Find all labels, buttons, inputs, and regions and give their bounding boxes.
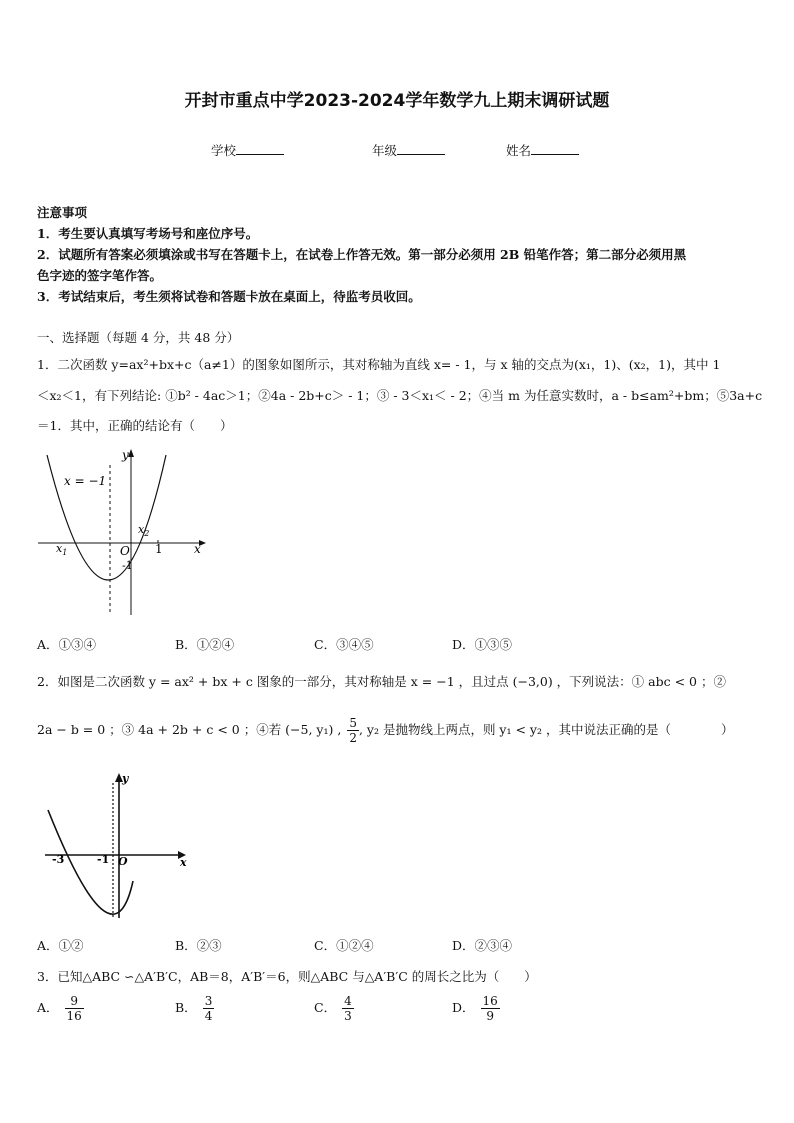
fraction-denominator: 16 [66,1009,82,1023]
q2-text-part: 2a − b = 0 ；③ 4a + 2b + c < 0 ；④若 (−5, y₁) , [37,722,342,737]
fraction-denominator: 3 [344,1009,352,1023]
y-axis-arrow [128,449,134,457]
notice-heading: 注意事项 [37,205,88,220]
q1-parabola-figure [34,445,214,620]
q3-text: 3．已知△ABC ∽△A′B′C，AB＝8，A′B′＝6，则△ABC 与△A′B′C 的周长之比为（ ） [37,969,537,984]
q3-option-d[interactable] [452,994,500,1023]
fraction-numerator: 3 [204,994,213,1008]
q3-option-c[interactable] [314,994,354,1023]
option-fraction [342,994,354,1023]
grade-label: 年级 [372,143,398,158]
fraction-numerator: 9 [65,994,84,1009]
q1-option-d[interactable]: D．①③⑤ [452,637,513,652]
q2-text: 2．如图是二次函数 y = ax² + bx + c 图象的一部分，其对称轴是 x = −1 ，且过点 (−3,0) ，下列说法：① abc < 0 ；② [37,674,726,689]
neg-one-label: -1 [97,853,110,866]
q2-option-a[interactable]: A．①② [37,938,84,953]
grade-blank[interactable] [397,142,445,155]
school-field [211,141,284,159]
one-label: 1 [155,542,163,556]
fraction-numerator: 4 [344,994,352,1008]
q1-option-a[interactable]: A．①③④ [37,637,97,652]
y-axis-label: y [122,448,129,462]
q1-option-b[interactable]: B．①②④ [175,637,235,652]
option-label: A． [37,1000,59,1015]
origin-label: O [120,544,130,558]
neg-one-label: -1 [122,559,133,572]
origin-label: O [118,855,128,868]
exam-title: 开封市重点中学2023-2024学年数学九上期末调研试题 [184,91,610,111]
option-fraction [203,994,215,1023]
fraction-numerator: 5 [349,716,357,730]
q2-fraction [347,716,359,745]
notice-item: 1．考生要认真填写考场号和座位序号。 [37,226,259,241]
q2-text-line2 [37,716,733,745]
fraction-denominator: 2 [349,731,357,745]
notice-item: 色字迹的签字笔作答。 [37,268,163,283]
name-field [506,141,579,159]
q3-option-a[interactable] [37,994,84,1023]
option-label: B． [175,1000,197,1015]
notice-item: 3．考试结束后，考生须将试卷和答题卡放在桌面上，待监考员收回。 [37,289,421,304]
y-axis-label: y [122,772,129,785]
school-label: 学校 [211,143,237,158]
x1-label: $x_1$ [56,542,68,557]
q1-text: 1．二次函数 y=ax²+bx+c（a≠1）的图象如图所示，其对称轴为直线 x= - 1，与 x 轴的交点为(x₁，1)、(x₂，1)，其中 1 [37,357,721,372]
q1-text: ＜x₂＜1，有下列结论: ①b² - 4ac＞1；②4a - 2b+c＞ - 1；③ - 3＜x₁＜ - 2；④当 m 为任意实数时，a - b≤am²+bm；⑤3a+c [37,388,763,403]
fraction-denominator: 9 [486,1009,494,1023]
symmetry-label: x = −1 [64,474,107,488]
fraction-numerator: 16 [482,994,498,1008]
q2-parabola-figure [40,768,190,923]
q2-option-c[interactable]: C．①②④ [314,938,374,953]
q3-option-b[interactable] [175,994,214,1023]
notice-item: 2．试题所有答案必须填涂或书写在答题卡上，在试卷上作答无效。第一部分必须用 2B 铅笔作答；第二部分必须用黑 [37,247,687,262]
x-axis-label: x [194,542,201,556]
option-label: D． [452,1000,475,1015]
school-blank[interactable] [236,142,284,155]
q2-text-part: , y₂ 是抛物线上两点，则 y₁ < y₂ ，其中说法正确的是（ ） [358,722,734,737]
name-label: 姓名 [506,143,532,158]
option-fraction [65,994,84,1023]
q1-option-c[interactable]: C．③④⑤ [314,637,374,652]
option-label: C． [314,1000,337,1015]
option-fraction [481,994,500,1023]
name-blank[interactable] [531,142,579,155]
grade-field [372,141,445,159]
x2-label: $x_2$ [138,523,150,538]
neg-three-label: -3 [52,853,65,866]
q2-option-d[interactable]: D．②③④ [452,938,513,953]
x-axis-label: x [180,856,187,869]
q2-option-b[interactable]: B．②③ [175,938,222,953]
fraction-denominator: 4 [204,1009,213,1023]
section-heading: 一、选择题（每题 4 分，共 48 分） [37,330,240,345]
q1-text: ＝1．其中，正确的结论有（ ） [37,418,233,433]
